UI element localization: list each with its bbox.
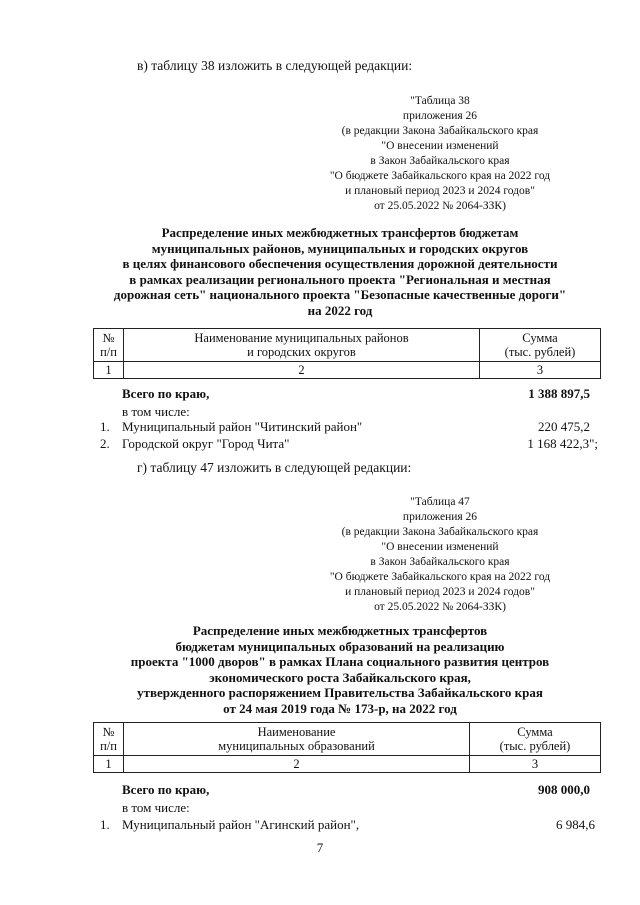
total-value: 1 388 897,5 — [528, 386, 590, 401]
total-label: Всего по краю, — [122, 782, 210, 797]
table-47-title — [80, 623, 600, 716]
header-line: "Таблица 38 — [410, 95, 470, 107]
header-line: "Таблица 47 — [410, 496, 470, 508]
table-38-title — [80, 225, 600, 318]
total-value: 908 000,0 — [538, 782, 590, 797]
title-line: от 24 мая 2019 года № 173-р, на 2022 год — [223, 700, 457, 716]
header-line: приложения 26 — [402, 511, 478, 523]
table-47-header — [300, 495, 580, 615]
header-line: "О бюджете Забайкальского края на 2022 год — [329, 571, 551, 583]
header-line: "О бюджете Забайкальского края на 2022 год — [329, 170, 551, 182]
total-label: Всего по краю, — [122, 386, 210, 401]
table-index-row — [94, 756, 601, 773]
row-value: 6 984,6 — [556, 817, 595, 832]
title-line: муниципальных районов, муниципальных и городских округов — [151, 240, 529, 256]
header-line: (в редакции Закона Забайкальского края — [341, 125, 539, 137]
title-line: Распределение иных межбюджетных трансфертов бюджетам — [161, 225, 519, 240]
table-38 — [93, 328, 601, 379]
index-cell: 3 — [470, 756, 601, 773]
table-header-row — [94, 723, 601, 756]
index-cell: 1 — [94, 756, 124, 773]
title-line: утвержденного распоряжением Правительства Забайкальского края — [137, 685, 543, 700]
row-value: 220 475,2 — [538, 419, 590, 434]
table-header-row — [94, 329, 601, 362]
table-38-header — [300, 94, 580, 214]
title-line: бюджетам муниципальных образований на реализацию — [175, 638, 505, 654]
including-label: в том числе: — [122, 800, 190, 815]
title-line: проекта "1000 дворов" в рамках Плана социального развития центров — [130, 654, 550, 669]
col-name-header: Наименование муниципальных образований — [124, 723, 470, 756]
header-line: в Закон Забайкальского края — [370, 556, 510, 568]
header-line: в Закон Забайкальского края — [370, 155, 510, 167]
including-label: в том числе: — [122, 404, 190, 419]
paragraph-g: г) таблицу 47 изложить в следующей редакции: — [137, 460, 412, 475]
title-line: в рамках реализации регионального проекта "Региональная и местная — [129, 271, 551, 287]
index-cell: 1 — [94, 362, 124, 379]
title-line: на 2022 год — [307, 302, 373, 318]
col-sum-header: Сумма (тыс. рублей) — [470, 723, 601, 756]
row-name: Муниципальный район "Агинский район", — [122, 817, 360, 832]
title-line: Распределение иных межбюджетных трансфертов — [192, 623, 488, 638]
header-line: приложения 26 — [402, 110, 478, 122]
row-name: Муниципальный район "Читинский район" — [122, 419, 363, 434]
index-cell: 2 — [124, 362, 480, 379]
col-number-header: № п/п — [94, 329, 124, 362]
page-number: 7 — [316, 840, 324, 855]
header-line: и плановый период 2023 и 2024 годов" — [345, 586, 535, 598]
table-47 — [93, 722, 601, 773]
col-number-header: № п/п — [94, 723, 124, 756]
index-cell: 2 — [124, 756, 470, 773]
row-value: 1 168 422,3"; — [527, 436, 598, 451]
title-line: экономического роста Забайкальского края, — [209, 669, 471, 685]
header-line: (в редакции Закона Забайкальского края — [341, 526, 539, 538]
row-number: 1. — [100, 817, 110, 832]
header-line: "О внесении изменений — [381, 140, 499, 152]
header-line: и плановый период 2023 и 2024 годов" — [345, 185, 535, 197]
row-name: Городской округ "Город Чита" — [122, 436, 290, 451]
header-line: от 25.05.2022 № 2064-ЗЗК) — [374, 601, 506, 613]
index-cell: 3 — [480, 362, 601, 379]
table-index-row — [94, 362, 601, 379]
paragraph-v: в) таблицу 38 изложить в следующей редакции: — [137, 58, 413, 73]
header-line: от 25.05.2022 № 2064-ЗЗК) — [374, 200, 506, 212]
col-sum-header: Сумма (тыс. рублей) — [480, 329, 601, 362]
title-line: в целях финансового обеспечения осуществления дорожной деятельности — [122, 256, 558, 271]
header-line: "О внесении изменений — [381, 541, 499, 553]
row-number: 2. — [100, 436, 110, 451]
col-name-header: Наименование муниципальных районов и городских округов — [124, 329, 480, 362]
title-line: дорожная сеть" национального проекта "Безопасные качественные дороги" — [113, 287, 567, 302]
row-number: 1. — [100, 419, 110, 434]
